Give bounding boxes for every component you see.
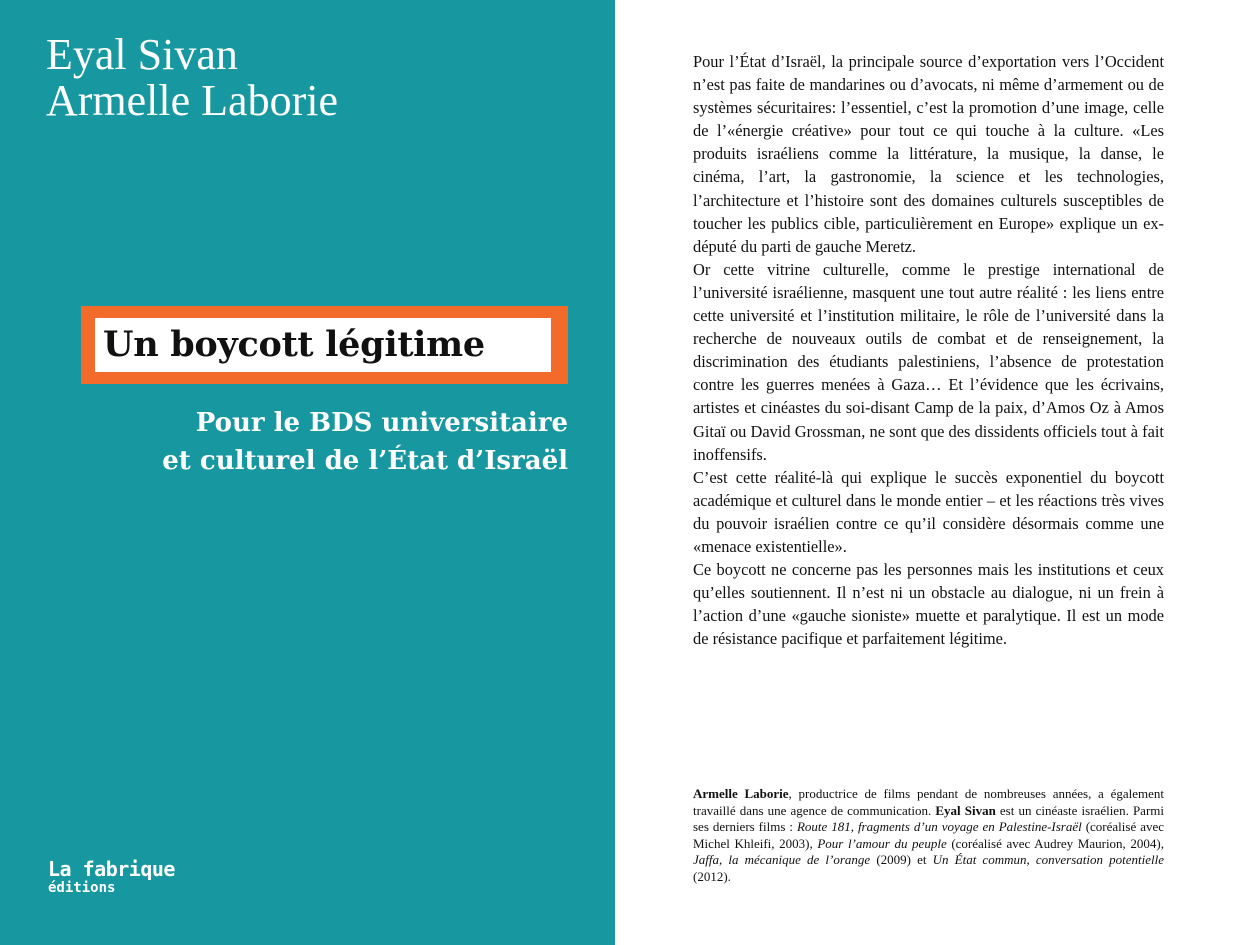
book-subtitle bbox=[162, 404, 568, 480]
blurb bbox=[693, 50, 1164, 650]
blurb-paragraph: C’est cette réalité-là qui explique le succès exponentiel du boycott académique et culturel dans le monde entier – et les réactions très vives du pouvoir israélien contre ce qu’il considère désormais comme une «menace existentielle». bbox=[693, 467, 1164, 556]
author-bio bbox=[693, 786, 1164, 886]
bio-name: Eyal Sivan bbox=[935, 802, 996, 818]
publisher-logo bbox=[48, 858, 175, 896]
book-title: Un boycott légitime bbox=[95, 318, 551, 372]
subtitle-line: Pour le BDS universitaire bbox=[195, 408, 568, 438]
bio-text: (2009) et bbox=[870, 852, 933, 868]
film-title: Jaffa, la mécanique de l’orange bbox=[693, 852, 871, 868]
author-name: Eyal Sivan bbox=[46, 30, 238, 79]
film-title: Route 181, fragments d’un voyage en Palestine-Israël bbox=[796, 819, 1082, 835]
subtitle-line: et culturel de l’État d’Israël bbox=[162, 446, 568, 476]
blurb-paragraph: Ce boycott ne concerne pas les personnes mais les institutions et ceux qu’elles soutiennent. Il n’est ni un obstacle au dialogue, ni un frein à l’action d’une «gauche sioniste» muette et paralytique. Il est un mode de résistance pacifique et parfaitement légitime. bbox=[693, 560, 1164, 649]
film-title: Un État commun, conversation potentielle bbox=[932, 852, 1164, 868]
back-cover bbox=[615, 0, 1245, 945]
film-title: Pour l’amour du peuple bbox=[817, 835, 947, 851]
bio-text: est un cinéaste israélien. Parmi ses derniers films : bbox=[693, 802, 1164, 835]
author-name: Armelle Laborie bbox=[46, 76, 338, 125]
bio-text: , productrice de films pendant de nombreuses années, a également travaillé dans une agence de communication. bbox=[693, 786, 1164, 818]
bio-text: (coréalisé avec Michel Khleifi, 2003), bbox=[693, 819, 1165, 851]
blurb-paragraph: Pour l’État d’Israël, la principale source d’exportation vers l’Occident n’est pas faite de mandarines ou d’avocats, ni même d’armement ou de systèmes sécuritaires: l’essentiel, c’est la promotion d’une image, celle de l’«énergie créative» pour tout ce qui touche à la culture. «Les produits israéliens comme la littérature, la musique, la danse, le cinéma, l’art, la gastronomie, la science et les technologies, l’architecture et l’histoire sont des domaines culturels susceptibles de toucher les publics cible, particulièrement en Europe» explique un ex-député du parti de gauche Meretz. bbox=[693, 52, 1164, 256]
bio-text: (2012). bbox=[693, 868, 731, 884]
publisher-name: La fabrique bbox=[48, 857, 175, 881]
bio-text: (coréalisé avec Audrey Maurion, 2004), bbox=[946, 835, 1164, 851]
bio-name: Armelle Laborie bbox=[693, 786, 789, 801]
publisher-sub: éditions bbox=[48, 880, 116, 896]
front-cover bbox=[0, 0, 615, 945]
title-frame bbox=[81, 306, 568, 384]
author-names bbox=[46, 32, 338, 124]
blurb-paragraph: Or cette vitrine culturelle, comme le prestige international de l’université israélienne, masquent une tout autre réalité : les liens entre cette université et l’institution militaire, le rôle de l’université dans la recherche de nouveaux outils de combat et de renseignement, la discrimination des étudiants palestiniens, l’absence de protestation contre les guerres menées à Gaza… Et l’évidence que les écrivains, artistes et cinéastes du soi-disant Camp de la paix, d’Amos Oz à Amos Gitaï ou David Grossman, ne sont que des dissidents officiels tout à fait inoffensifs. bbox=[693, 259, 1164, 464]
